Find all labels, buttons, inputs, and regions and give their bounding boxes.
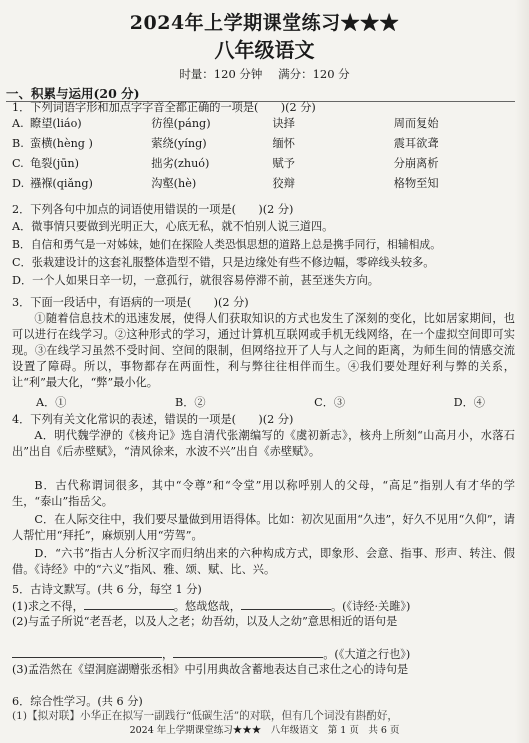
q4-option-d[interactable]: D．“六书”指古人分析汉字而归纳出来的六种构成方式，即象形、会意、指事、形声、转注、假借。《诗经》中的“六义”指风、雅、颂、赋、比、兴。 [12, 547, 515, 576]
question-1-stem: 1．下列词语字形和加点字字音全都正确的一项是( )(2 分) [12, 101, 316, 114]
full-score: 满分：120 分 [278, 67, 350, 81]
question-6-intro: (1)【拟对联】小华正在拟写一副践行“低碳生活”的对联，但有几个词没有斟酌好， [12, 710, 399, 722]
q5-blank-2-text: (2)与孟子所说“老吾老，以及人之老；幼吾幼，以及人之幼”意思相近的语句是 [12, 615, 398, 628]
q5-blank-3-text: (3)孟浩然在《望洞庭湖赠张丞相》中引用典故含蓄地表达自己求仕之心的诗句是 [12, 663, 409, 676]
question-1-options [12, 116, 515, 192]
q5-blank-1: (1)求之不得， 。悠哉悠哉， 。(《诗经·关雎》) [12, 600, 411, 613]
question-4-stem: 4．下列有关文化常识的表述，错误的一项是( )(2 分) [12, 413, 294, 426]
exam-subtitle: 八年级语文 [214, 38, 315, 62]
q2-option-b[interactable]: B．自信和勇气是一对姊妹，她们在探险人类恐惧思想的道路上总是携手同行，相辅相成。 [12, 238, 442, 251]
q1-option-b[interactable]: B. 蛮横(hèng ) 萦绕(yíng) 缅怀 震耳欲聋 [12, 137, 439, 150]
q4-option-c[interactable]: C．在人际交往中，我们要尽量做到用语得体。比如：初次见面用“久违”，好久不见用“久仰”，请人帮忙用“拜托”，麻烦别人用“劳驾”。 [12, 513, 515, 542]
page-footer: 2024 年上学期课堂练习★★★ 八年级语文 第 1 页 共 6 页 [129, 725, 400, 736]
q1-option-c[interactable]: C. 龟裂(jūn) 拙劣(zhuó) 赋予 分崩离析 [12, 157, 439, 170]
q2-option-c[interactable]: C．张栽建设计的这套礼服整体造型不错，只是边缘处有些不修边幅，零碎线头较多。 [12, 256, 435, 269]
q1-option-a[interactable]: A. 瞭望(liáo) 彷徨(páng) 诀择 周而复始 [12, 117, 439, 130]
exam-title: 2024年上学期课堂练习★★★ [129, 12, 400, 34]
question-5-stem: 5．古诗文默写。(共 6 分，每空 1 分) [12, 583, 202, 596]
question-3-options [12, 395, 515, 411]
question-3-passage: ①随着信息技术的迅速发展，使得人们获取知识的方式也发生了深刻的变化，比如居家期间，也可以进行在线学习。②这种形式的学习，通过计算机互联网或手机无线网络，在一个虚拟空间即可实现。③在线学习虽然不受时间、空间的限制，但网络拉开了人与人之间的距离，为师生间的情感交流设置了障碍。所以，事物都存在两面性，利与弊往往相伴而生。④我们要处理好利与弊的关系，让“利”最大化，“弊”最小化。 [12, 312, 515, 389]
q3-option-c[interactable]: C．③ [314, 396, 346, 409]
q3-option-a[interactable]: A．① [36, 396, 67, 409]
answer-blank[interactable] [84, 598, 174, 610]
answer-blank[interactable] [241, 598, 331, 610]
q3-option-d[interactable]: D．④ [453, 396, 485, 409]
q3-option-b[interactable]: B．② [175, 396, 206, 409]
question-6-stem: 6．综合性学习。(共 6 分) [12, 695, 143, 708]
page-edge [515, 0, 529, 743]
section-heading: 一、积累与运用(20 分) [6, 86, 140, 101]
time-limit: 时量：120 分钟 [179, 67, 263, 81]
question-3-stem: 3．下面一段话中，有语病的一项是( )(2 分) [12, 296, 249, 309]
q4-option-b[interactable]: B．古代称谓词很多，其中“令尊”和“令堂”用以称呼别人的父母，“高足”指别人有才华的学生，“泰山”指岳父。 [12, 479, 515, 508]
q1-option-d[interactable]: D. 襁褓(qiǎng) 沟壑(hè) 狡辩 格物至知 [12, 177, 439, 190]
question-2-stem: 2．下列各句中加点的词语使用错误的一项是( )(2 分) [12, 203, 294, 216]
q2-option-a[interactable]: A．微事情只要做到光明正大，心底无私，就不怕别人说三道四。 [12, 220, 334, 233]
q4-option-a[interactable]: A．明代魏学洢的《核舟记》选自清代张潮编写的《虞初新志》，核舟上所刻“山高月小，水落石出”出自《后赤壁赋》，“清风徐来，水波不兴”出自《赤壁赋》。 [12, 429, 515, 458]
answer-blank[interactable] [12, 646, 162, 658]
exam-meta [0, 66, 529, 82]
q5-blank-2: ， 。(《大道之行也》) [12, 646, 515, 663]
q2-option-d[interactable]: D．一个人如果日辛一切，一意孤行，就很容易停滞不前，甚至迷失方向。 [12, 274, 379, 287]
answer-blank[interactable] [173, 646, 323, 658]
